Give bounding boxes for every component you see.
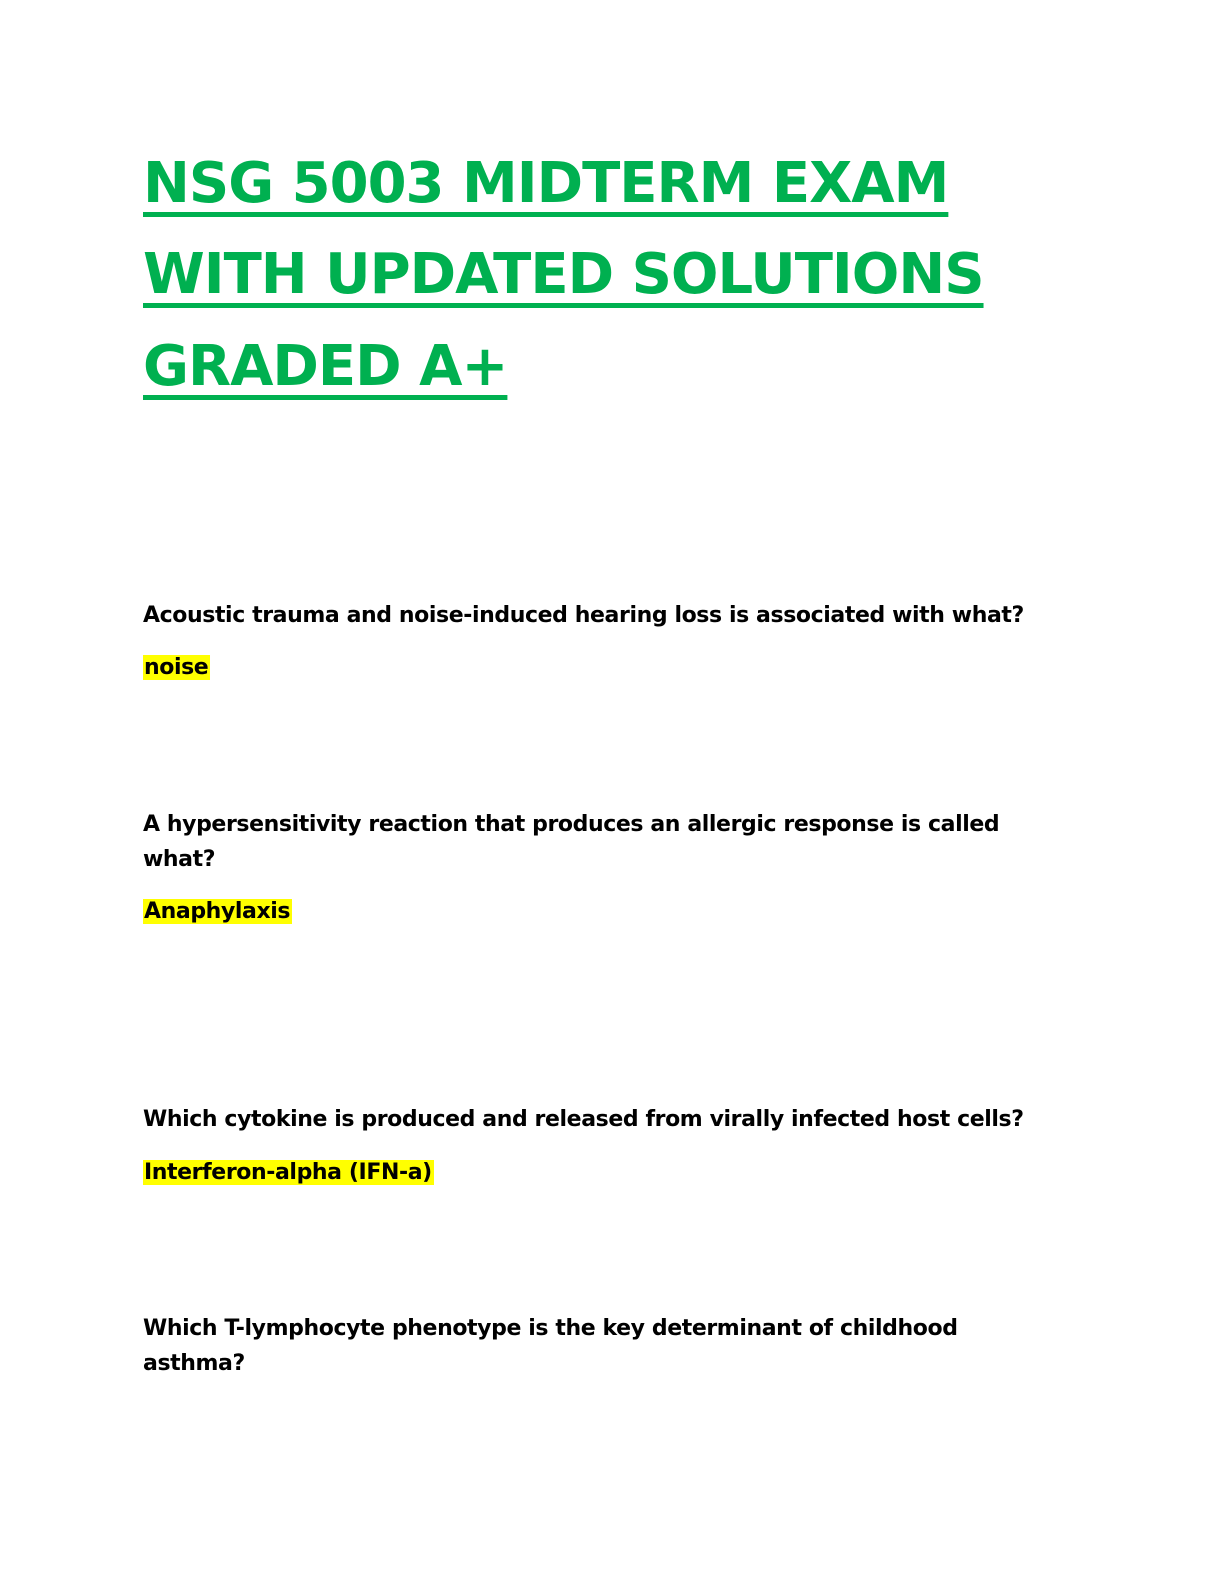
answer-3-highlight: Interferon-alpha (IFN-a) bbox=[144, 1160, 432, 1185]
answer-2-highlight: Anaphylaxis bbox=[144, 899, 291, 924]
document-title-line-3: GRADED A+ bbox=[143, 334, 508, 399]
document-title-line-2: WITH UPDATED SOLUTIONS bbox=[143, 242, 984, 307]
answer-1 bbox=[143, 652, 210, 684]
question-4: Which T-lymphocyte phenotype is the key determinant of childhood asthma? bbox=[143, 1316, 958, 1376]
question-1: Acoustic trauma and noise-induced hearing loss is associated with what? bbox=[143, 603, 1024, 628]
question-3: Which cytokine is produced and released from virally infected host cells? bbox=[143, 1107, 1024, 1132]
answer-3 bbox=[143, 1157, 434, 1189]
document-title-line-1: NSG 5003 MIDTERM EXAM bbox=[143, 151, 949, 216]
answer-1-highlight: noise bbox=[144, 655, 209, 680]
answer-2 bbox=[143, 896, 292, 928]
question-2: A hypersensitivity reaction that produces an allergic response is called what? bbox=[143, 812, 1000, 872]
